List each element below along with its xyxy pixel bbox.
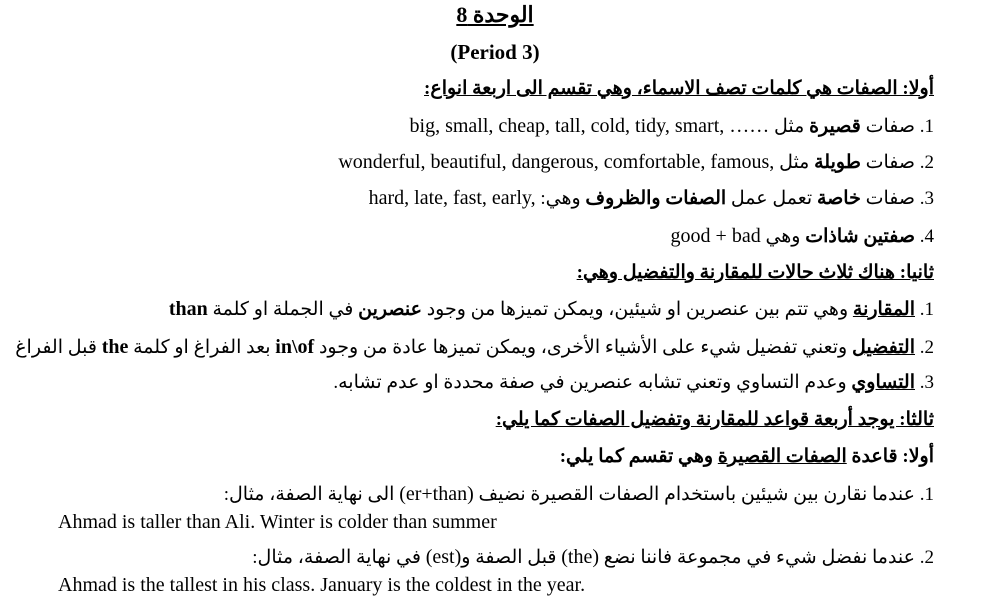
s1-item-2 xyxy=(338,152,934,172)
suffix: (the) xyxy=(561,546,600,568)
item-number: 3. xyxy=(919,188,934,209)
item-text: مثل xyxy=(779,152,815,173)
item-bold: خاصة xyxy=(816,188,861,209)
s4-example-2: Ahmad is the tallest in his class. January is the coldest in the year. xyxy=(58,574,586,596)
item-text: صفات xyxy=(860,188,915,209)
keyword: the xyxy=(101,336,129,358)
item-bold: طويلة xyxy=(814,152,861,173)
item-text: مثل xyxy=(774,116,810,137)
item-text: عندما نفضل شيء في مجموعة فاننا نضع xyxy=(599,547,915,568)
item-text: وهي: xyxy=(540,188,586,209)
suffix: (est) xyxy=(425,546,462,568)
heading-underlined: الصفات القصيرة xyxy=(717,446,847,467)
s1-item-3 xyxy=(369,188,934,208)
section4-heading xyxy=(560,447,934,466)
item-text: تعمل عمل xyxy=(726,188,817,209)
s1-item-1 xyxy=(410,116,934,136)
s4-item-1 xyxy=(224,484,934,504)
keyword: than xyxy=(168,298,208,320)
item-bold: التساوي xyxy=(851,372,915,393)
item-text: وهي xyxy=(765,226,806,247)
period-label: (Period 3) xyxy=(450,40,540,64)
item-text: قبل الفراغ xyxy=(15,337,102,358)
item-text: بعد الفراغ او كلمة xyxy=(128,337,276,358)
item-number: 4. xyxy=(919,226,934,247)
item-number: 2. xyxy=(919,547,934,568)
item-bold: صفتين شاذات xyxy=(805,226,915,247)
item-bold: المقارنة xyxy=(852,299,915,320)
item-text: وتعني تفضيل شيء على الأشياء الأخرى، ويمكن تميزها عادة من وجود xyxy=(314,337,852,358)
item-text: قبل الصفة و xyxy=(461,547,562,568)
item-bold: التفضيل xyxy=(851,337,915,358)
english-examples: wonderful, beautiful, dangerous, comfortable, famous, xyxy=(338,151,775,173)
item-text: عندما نقارن بين شيئين باستخدام الصفات القصيرة نضيف xyxy=(473,484,915,505)
english-examples: hard, late, fast, early, xyxy=(368,187,536,209)
section2-heading: ثانيا: هناك ثلاث حالات للمقارنة والتفضيل وهي: xyxy=(576,262,934,283)
item-text: الى نهاية الصفة، مثال: xyxy=(223,484,400,505)
section1-heading: أولا: الصفات هي كلمات تصف الاسماء، وهي تقسم الى اربعة انواع: xyxy=(424,78,934,99)
item-text: وهي تتم بين عنصرين او شيئين، ويمكن تميزها من وجود xyxy=(421,299,853,320)
section3-heading: ثالثا: يوجد أربعة قواعد للمقارنة وتفضيل الصفات كما يلي: xyxy=(495,409,934,430)
s2-item-1 xyxy=(169,299,934,319)
keyword: in\of xyxy=(275,336,315,358)
item-bold: عنصرين xyxy=(358,299,422,320)
item-number: 1. xyxy=(919,116,934,137)
item-bold: الصفات والظروف xyxy=(585,188,727,209)
s2-item-3 xyxy=(333,373,934,392)
s4-item-2 xyxy=(252,547,934,567)
heading-text: وهي تقسم كما يلي: xyxy=(559,446,718,467)
item-text: صفات xyxy=(860,116,915,137)
item-number: 3. xyxy=(919,372,934,393)
english-examples: good + bad xyxy=(670,225,761,247)
unit-title: الوحدة 8 xyxy=(456,2,534,27)
item-number: 1. xyxy=(919,484,934,505)
item-number: 2. xyxy=(919,152,934,173)
item-text: في نهاية الصفة، مثال: xyxy=(252,547,426,568)
suffix: (er+than) xyxy=(399,483,474,505)
item-text: وعدم التساوي وتعني تشابه عنصرين في صفة محددة او عدم تشابه. xyxy=(333,372,852,393)
item-bold: قصيرة xyxy=(809,116,861,137)
english-examples: big, small, cheap, tall, cold, tidy, smart, …… xyxy=(409,115,770,137)
item-text: صفات xyxy=(860,152,915,173)
item-number: 1. xyxy=(919,299,934,320)
s2-item-2 xyxy=(15,337,934,357)
heading-text: أولا: قاعدة xyxy=(846,446,934,467)
s1-item-4 xyxy=(671,226,934,246)
item-number: 2. xyxy=(919,337,934,358)
item-text: في الجملة او كلمة xyxy=(207,299,359,320)
s4-example-1: Ahmad is taller than Ali. Winter is colder than summer xyxy=(58,511,497,533)
